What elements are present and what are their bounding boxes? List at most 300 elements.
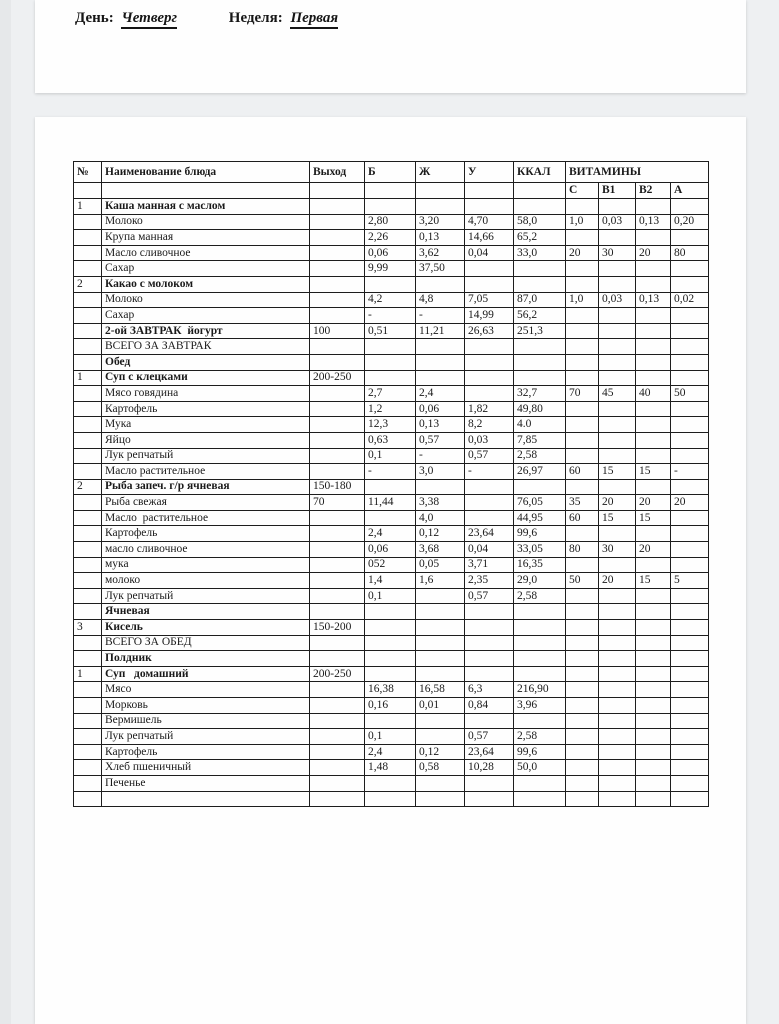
page-1 <box>35 0 746 93</box>
cell-name: масло сливочное <box>102 542 310 558</box>
cell-kkal <box>514 604 566 620</box>
cell-num <box>74 495 102 511</box>
cell-u <box>465 510 514 526</box>
cell-name: Суп с клецками <box>102 370 310 386</box>
cell-a <box>671 698 709 714</box>
cell-num <box>74 510 102 526</box>
table-row <box>74 308 709 324</box>
cell-b1 <box>599 323 636 339</box>
table-row <box>74 698 709 714</box>
cell-vyhod <box>310 261 365 277</box>
cell-b2 <box>636 557 671 573</box>
day-week-header <box>75 10 338 27</box>
cell-kkal <box>514 791 566 807</box>
cell-u: - <box>465 464 514 480</box>
cell-c: 80 <box>566 542 599 558</box>
cell-num <box>74 573 102 589</box>
cell-b2: 15 <box>636 573 671 589</box>
cell-num <box>74 775 102 791</box>
cell-b1 <box>599 635 636 651</box>
cell-zh <box>416 276 465 292</box>
cell-num <box>74 417 102 433</box>
cell-b1 <box>599 354 636 370</box>
cell-kkal: 99,6 <box>514 744 566 760</box>
cell-c <box>566 744 599 760</box>
cell-kkal: 16,35 <box>514 557 566 573</box>
cell-b1: 0,03 <box>599 292 636 308</box>
col-header-u-empty <box>465 183 514 199</box>
cell-u <box>465 635 514 651</box>
cell-kkal: 251,3 <box>514 323 566 339</box>
col-header-u: У <box>465 162 514 183</box>
cell-b <box>365 276 416 292</box>
cell-b1 <box>599 308 636 324</box>
col-header-zh: Ж <box>416 162 465 183</box>
cell-vyhod: 150-180 <box>310 479 365 495</box>
cell-u: 0,57 <box>465 588 514 604</box>
cell-vyhod <box>310 401 365 417</box>
cell-num <box>74 682 102 698</box>
cell-zh: - <box>416 308 465 324</box>
cell-name: Масло растительное <box>102 464 310 480</box>
cell-b <box>365 666 416 682</box>
cell-b: 11,44 <box>365 495 416 511</box>
cell-num <box>74 729 102 745</box>
cell-c <box>566 432 599 448</box>
cell-c: 20 <box>566 245 599 261</box>
table-row <box>74 448 709 464</box>
cell-zh: 37,50 <box>416 261 465 277</box>
cell-a <box>671 588 709 604</box>
cell-name: Сахар <box>102 308 310 324</box>
cell-c <box>566 775 599 791</box>
cell-zh: 0,13 <box>416 417 465 433</box>
cell-a <box>671 370 709 386</box>
menu-table <box>73 161 709 807</box>
cell-zh: 0,13 <box>416 230 465 246</box>
table-row <box>74 791 709 807</box>
cell-b: 1,48 <box>365 760 416 776</box>
cell-b2 <box>636 604 671 620</box>
cell-c <box>566 308 599 324</box>
cell-zh: 3,20 <box>416 214 465 230</box>
cell-c: 35 <box>566 495 599 511</box>
cell-zh <box>416 339 465 355</box>
cell-b1: 20 <box>599 573 636 589</box>
table-row <box>74 682 709 698</box>
cell-b: 12,3 <box>365 417 416 433</box>
cell-kkal: 32,7 <box>514 386 566 402</box>
cell-b2: 20 <box>636 495 671 511</box>
cell-u: 2,35 <box>465 573 514 589</box>
cell-b <box>365 510 416 526</box>
cell-u <box>465 370 514 386</box>
cell-c <box>566 698 599 714</box>
table-row <box>74 729 709 745</box>
week-value: Первая <box>290 10 338 29</box>
cell-b1 <box>599 620 636 636</box>
cell-zh: 3,38 <box>416 495 465 511</box>
cell-a <box>671 729 709 745</box>
col-header-vitamin-b1: В1 <box>599 183 636 199</box>
cell-a <box>671 354 709 370</box>
table-row <box>74 370 709 386</box>
cell-name: Масло растительное <box>102 510 310 526</box>
cell-num: 2 <box>74 479 102 495</box>
cell-num: 2 <box>74 276 102 292</box>
cell-u: 14,66 <box>465 230 514 246</box>
cell-num <box>74 214 102 230</box>
cell-name: Рыба запеч. г/р ячневая <box>102 479 310 495</box>
cell-vyhod <box>310 245 365 261</box>
cell-a <box>671 432 709 448</box>
cell-u <box>465 199 514 215</box>
cell-vyhod: 150-200 <box>310 620 365 636</box>
scanner-edge-strip <box>0 0 11 1024</box>
cell-c <box>566 635 599 651</box>
cell-b1 <box>599 744 636 760</box>
cell-a <box>671 401 709 417</box>
table-row <box>74 276 709 292</box>
cell-b2 <box>636 713 671 729</box>
cell-c <box>566 651 599 667</box>
cell-vyhod <box>310 775 365 791</box>
cell-c <box>566 354 599 370</box>
table-row <box>74 588 709 604</box>
cell-u <box>465 479 514 495</box>
cell-vyhod: 200-250 <box>310 370 365 386</box>
cell-b2: 20 <box>636 245 671 261</box>
cell-name: Кисель <box>102 620 310 636</box>
day-value: Четверг <box>121 10 177 29</box>
cell-a: 80 <box>671 245 709 261</box>
cell-b2: 15 <box>636 510 671 526</box>
cell-b2 <box>636 791 671 807</box>
cell-b: 0,1 <box>365 588 416 604</box>
cell-vyhod <box>310 573 365 589</box>
cell-b1: 45 <box>599 386 636 402</box>
cell-vyhod <box>310 354 365 370</box>
cell-num <box>74 698 102 714</box>
cell-u: 14,99 <box>465 308 514 324</box>
cell-vyhod <box>310 448 365 464</box>
cell-num <box>74 230 102 246</box>
cell-zh <box>416 588 465 604</box>
cell-b1 <box>599 729 636 745</box>
cell-name: Обед <box>102 354 310 370</box>
cell-zh: 3,0 <box>416 464 465 480</box>
cell-b2 <box>636 230 671 246</box>
cell-u: 1,82 <box>465 401 514 417</box>
cell-name: Хлеб пшеничный <box>102 760 310 776</box>
cell-name: Рыба свежая <box>102 495 310 511</box>
cell-vyhod <box>310 386 365 402</box>
cell-c <box>566 760 599 776</box>
cell-b1 <box>599 760 636 776</box>
cell-a <box>671 775 709 791</box>
cell-kkal: 3,96 <box>514 698 566 714</box>
table-row <box>74 542 709 558</box>
cell-a <box>671 682 709 698</box>
cell-vyhod: 200-250 <box>310 666 365 682</box>
cell-c <box>566 666 599 682</box>
col-header-vyhod: Выход <box>310 162 365 183</box>
cell-c <box>566 401 599 417</box>
cell-zh: 4,8 <box>416 292 465 308</box>
cell-b: 2,26 <box>365 230 416 246</box>
cell-b2 <box>636 698 671 714</box>
cell-kkal: 65,2 <box>514 230 566 246</box>
cell-b: 0,06 <box>365 542 416 558</box>
cell-vyhod <box>310 464 365 480</box>
cell-a: - <box>671 464 709 480</box>
cell-name: Каша манная с маслом <box>102 199 310 215</box>
cell-a <box>671 510 709 526</box>
table-row <box>74 760 709 776</box>
cell-zh: 3,68 <box>416 542 465 558</box>
cell-u: 0,04 <box>465 245 514 261</box>
cell-vyhod <box>310 557 365 573</box>
col-header-kkal: ККАЛ <box>514 162 566 183</box>
cell-name: Лук репчатый <box>102 588 310 604</box>
cell-b: 2,7 <box>365 386 416 402</box>
cell-a <box>671 417 709 433</box>
cell-zh: 0,57 <box>416 432 465 448</box>
cell-b <box>365 775 416 791</box>
cell-name: Молоко <box>102 214 310 230</box>
cell-b: 1,4 <box>365 573 416 589</box>
cell-zh: 0,05 <box>416 557 465 573</box>
cell-b1 <box>599 401 636 417</box>
cell-vyhod <box>310 230 365 246</box>
cell-kkal <box>514 635 566 651</box>
cell-zh: 16,58 <box>416 682 465 698</box>
cell-name: Печенье <box>102 775 310 791</box>
cell-u: 0,03 <box>465 432 514 448</box>
cell-kkal: 87,0 <box>514 292 566 308</box>
col-header-num: № <box>74 162 102 183</box>
cell-c <box>566 526 599 542</box>
cell-b2 <box>636 354 671 370</box>
cell-num <box>74 386 102 402</box>
cell-vyhod: 70 <box>310 495 365 511</box>
cell-b: - <box>365 464 416 480</box>
cell-b: 0,51 <box>365 323 416 339</box>
cell-kkal: 2,58 <box>514 729 566 745</box>
cell-vyhod <box>310 199 365 215</box>
cell-a <box>671 526 709 542</box>
cell-b2 <box>636 370 671 386</box>
cell-name: Лук репчатый <box>102 448 310 464</box>
cell-u: 8,2 <box>465 417 514 433</box>
table-row <box>74 199 709 215</box>
cell-num <box>74 526 102 542</box>
cell-b1 <box>599 775 636 791</box>
cell-a <box>671 261 709 277</box>
cell-c: 1,0 <box>566 214 599 230</box>
cell-zh <box>416 666 465 682</box>
cell-zh: 4,0 <box>416 510 465 526</box>
cell-vyhod <box>310 635 365 651</box>
cell-kkal: 2,58 <box>514 588 566 604</box>
cell-b: 2,4 <box>365 744 416 760</box>
cell-b2: 0,13 <box>636 292 671 308</box>
cell-u <box>465 791 514 807</box>
table-body <box>74 199 709 807</box>
cell-num <box>74 261 102 277</box>
cell-num: 1 <box>74 370 102 386</box>
cell-b1 <box>599 526 636 542</box>
cell-num <box>74 464 102 480</box>
cell-zh: 0,58 <box>416 760 465 776</box>
cell-num <box>74 432 102 448</box>
cell-kkal <box>514 339 566 355</box>
cell-vyhod <box>310 713 365 729</box>
cell-name: Картофель <box>102 744 310 760</box>
cell-b: 9,99 <box>365 261 416 277</box>
cell-b1 <box>599 230 636 246</box>
cell-zh: 0,12 <box>416 526 465 542</box>
cell-b1: 0,03 <box>599 214 636 230</box>
cell-kkal: 7,85 <box>514 432 566 448</box>
cell-c: 50 <box>566 573 599 589</box>
cell-u <box>465 339 514 355</box>
cell-vyhod <box>310 339 365 355</box>
table-row <box>74 214 709 230</box>
cell-a <box>671 651 709 667</box>
cell-b: 2,4 <box>365 526 416 542</box>
table-row <box>74 495 709 511</box>
cell-name: Мясо говядина <box>102 386 310 402</box>
cell-b: 0,06 <box>365 245 416 261</box>
cell-b2: 20 <box>636 542 671 558</box>
cell-name: молоко <box>102 573 310 589</box>
cell-name: ВСЕГО ЗА ОБЕД <box>102 635 310 651</box>
cell-kkal: 50,0 <box>514 760 566 776</box>
cell-u: 26,63 <box>465 323 514 339</box>
cell-name: Морковь <box>102 698 310 714</box>
table-row <box>74 401 709 417</box>
cell-num <box>74 323 102 339</box>
cell-b <box>365 713 416 729</box>
cell-name: Сахар <box>102 261 310 277</box>
cell-u: 10,28 <box>465 760 514 776</box>
cell-a: 20 <box>671 495 709 511</box>
cell-b2 <box>636 729 671 745</box>
cell-b <box>365 339 416 355</box>
cell-num <box>74 635 102 651</box>
cell-b1 <box>599 417 636 433</box>
cell-vyhod <box>310 510 365 526</box>
cell-a <box>671 308 709 324</box>
cell-u <box>465 261 514 277</box>
cell-name: Лук репчатый <box>102 729 310 745</box>
cell-b1 <box>599 261 636 277</box>
cell-b2 <box>636 276 671 292</box>
table-row <box>74 573 709 589</box>
cell-u <box>465 713 514 729</box>
cell-name: Картофель <box>102 526 310 542</box>
cell-b1: 15 <box>599 510 636 526</box>
cell-b: 0,1 <box>365 448 416 464</box>
cell-b2 <box>636 417 671 433</box>
cell-vyhod <box>310 308 365 324</box>
cell-name: Яйцо <box>102 432 310 448</box>
cell-vyhod <box>310 698 365 714</box>
col-header-kkal-empty <box>514 183 566 199</box>
cell-num <box>74 588 102 604</box>
cell-c <box>566 557 599 573</box>
cell-u: 4,70 <box>465 214 514 230</box>
cell-vyhod <box>310 604 365 620</box>
cell-a <box>671 791 709 807</box>
cell-num <box>74 448 102 464</box>
cell-b1 <box>599 479 636 495</box>
cell-zh: - <box>416 448 465 464</box>
cell-num <box>74 604 102 620</box>
cell-c <box>566 276 599 292</box>
cell-kkal: 99,6 <box>514 526 566 542</box>
cell-c <box>566 729 599 745</box>
cell-b2 <box>636 339 671 355</box>
cell-b2 <box>636 635 671 651</box>
table-header <box>74 162 709 199</box>
cell-b <box>365 199 416 215</box>
cell-a: 5 <box>671 573 709 589</box>
cell-u: 0,57 <box>465 729 514 745</box>
cell-num: 3 <box>74 620 102 636</box>
col-header-vitamin-b2: В2 <box>636 183 671 199</box>
cell-b2 <box>636 775 671 791</box>
cell-kkal: 26,97 <box>514 464 566 480</box>
cell-vyhod <box>310 760 365 776</box>
col-header-zh-empty <box>416 183 465 199</box>
cell-zh <box>416 370 465 386</box>
cell-name: Крупа манная <box>102 230 310 246</box>
week-label: Неделя: <box>228 10 283 26</box>
cell-b2 <box>636 760 671 776</box>
cell-b2 <box>636 199 671 215</box>
cell-u <box>465 495 514 511</box>
cell-u: 3,71 <box>465 557 514 573</box>
cell-a <box>671 760 709 776</box>
cell-num <box>74 245 102 261</box>
cell-zh <box>416 713 465 729</box>
cell-b1: 30 <box>599 542 636 558</box>
cell-c <box>566 370 599 386</box>
cell-u <box>465 604 514 620</box>
cell-num <box>74 292 102 308</box>
cell-vyhod <box>310 744 365 760</box>
col-header-name-empty <box>102 183 310 199</box>
cell-num: 1 <box>74 666 102 682</box>
cell-vyhod <box>310 526 365 542</box>
cell-kkal <box>514 370 566 386</box>
cell-a <box>671 323 709 339</box>
cell-name: Какао с молоком <box>102 276 310 292</box>
cell-vyhod <box>310 729 365 745</box>
cell-kkal: 44,95 <box>514 510 566 526</box>
cell-kkal: 216,90 <box>514 682 566 698</box>
cell-a: 50 <box>671 386 709 402</box>
cell-a <box>671 604 709 620</box>
cell-name: Вермишель <box>102 713 310 729</box>
page-2 <box>35 117 746 1024</box>
cell-a: 0,20 <box>671 214 709 230</box>
cell-name: Масло сливочное <box>102 245 310 261</box>
table-row <box>74 230 709 246</box>
cell-zh: 0,01 <box>416 698 465 714</box>
